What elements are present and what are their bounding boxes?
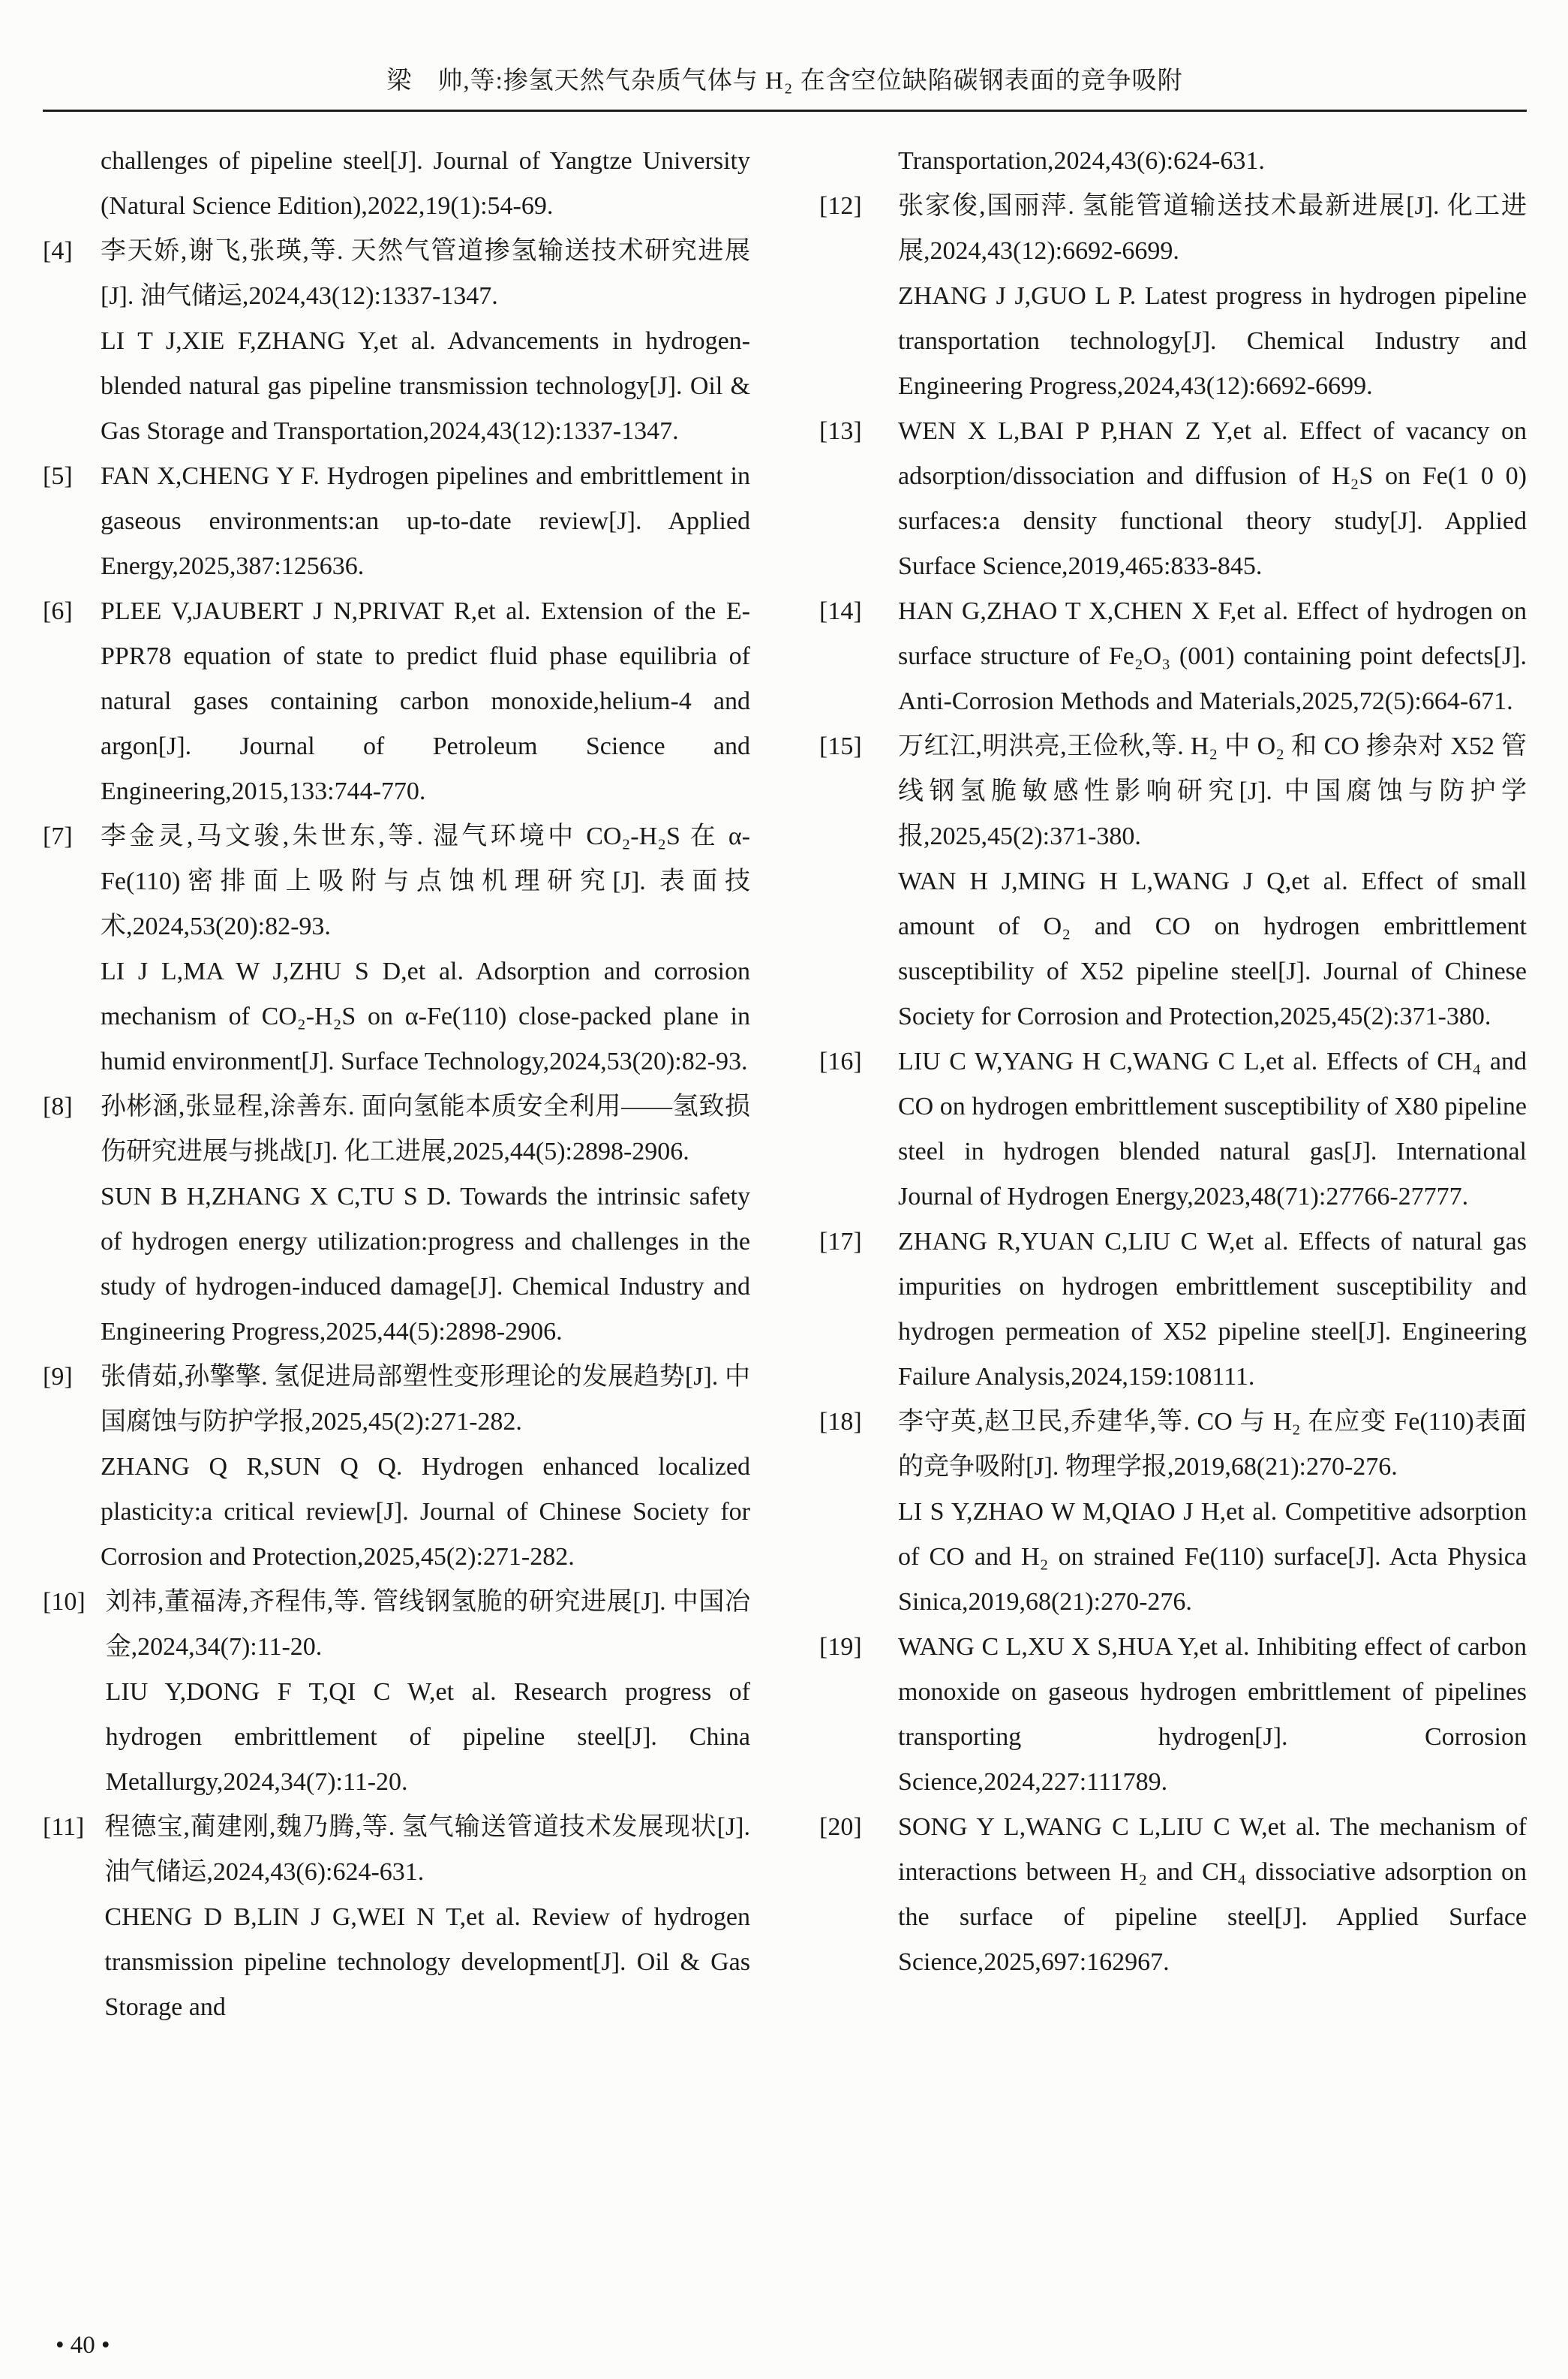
reference-columns [43,139,1527,2030]
page-footer [56,2332,110,2359]
reference-entry [43,1355,750,1580]
reference-text: 刘祎,董福涛,齐程伟,等. 管线钢氢脆的研究进展[J]. 中国冶金,2024,34(7):11-20. [105,1588,750,1661]
reference-label: [20] [819,1813,862,1841]
reference-label: [6] [43,597,73,625]
reference-body [104,1805,750,2030]
reference-body [898,1625,1527,1805]
reference-body [898,184,1527,409]
reference-text: LI T J,XIE F,ZHANG Y,et al. Advancements in hydrogen-blended natural gas pipeline transmission technology[J]. Oil & Gas Storage and Transportation,2024,43(12):1337-1347. [101,327,750,445]
reference-body [898,589,1527,724]
reference-entry [43,589,750,814]
reference-entry [43,1580,750,1805]
reference-text: 孙彬涵,张显程,涂善东. 面向氢能本质安全利用——氢致损伤研究进展与挑战[J]. 化工进展,2025,44(5):2898-2906. [101,1093,750,1165]
reference-entry [43,814,750,1084]
reference-entry [819,1625,1527,1805]
reference-entry [43,229,750,454]
reference-text: ZHANG J J,GUO L P. Latest progress in hydrogen pipeline transportation technology[J]. Chemical Industry and Engineering Progress,2024,43(12):6692-6699. [898,282,1527,400]
running-header-title: 梁 帅,等:掺氢天然气杂质气体与 H₂ 在含空位缺陷碳钢表面的竞争吸附 [386,68,1183,95]
reference-label: [15] [819,732,862,760]
reference-body [101,1355,750,1580]
reference-text: 张倩茹,孙擎擎. 氢促进局部塑性变形理论的发展趋势[J]. 中国腐蚀与防护学报,2025,45(2):271-282. [101,1363,750,1436]
reference-label: [17] [819,1228,862,1256]
reference-body [898,724,1527,1039]
reference-entry [43,1084,750,1355]
reference-entry [819,1805,1527,1985]
reference-text: PLEE V,JAUBERT J N,PRIVAT R,et al. Extension of the E-PPR78 equation of state to predict fluid phase equilibria of natural gases containing carbon monoxide,helium-4 and argon[J]. Journal of Petroleum Science and Engineering,2015,133:744-770. [101,597,750,805]
reference-text: 程德宝,蔺建刚,魏乃腾,等. 氢气输送管道技术发展现状[J]. 油气储运,2024,43(6):624-631. [104,1813,750,1886]
reference-body [898,409,1527,589]
references-right-column [819,139,1527,2030]
reference-entry [819,1220,1527,1400]
reference-text: LI J L,MA W J,ZHU S D,et al. Adsorption and corrosion mechanism of CO₂-H₂S on α-Fe(110) close-packed plane in humid environment[J]. Surface Technology,2024,53(20):82-93. [101,958,750,1075]
reference-label: [14] [819,597,862,625]
reference-body [898,1805,1527,1985]
header-rule [43,110,1527,112]
reference-label: [9] [43,1363,73,1391]
reference-entry [43,454,750,589]
reference-label: [12] [819,192,862,220]
reference-body [898,1400,1527,1625]
reference-text: FAN X,CHENG Y F. Hydrogen pipelines and embrittlement in gaseous environments:an up-to-date review[J]. Applied Energy,2025,387:125636. [101,462,750,580]
reference-text: 李金灵,马文骏,朱世东,等. 湿气环境中 CO₂-H₂S 在 α-Fe(110)密排面上吸附与点蚀机理研究[J]. 表面技术,2024,53(20):82-93. [101,823,750,940]
reference-text: SONG Y L,WANG C L,LIU C W,et al. The mechanism of interactions between H₂ and CH₄ dissociative adsorption on the surface of pipeline steel[J]. Applied Surface Science,2025,697:162967. [898,1813,1527,1976]
reference-continuation [819,139,1527,184]
reference-text: WANG C L,XU X S,HUA Y,et al. Inhibiting effect of carbon monoxide on gaseous hydrogen embrittlement of pipelines transporting hydrogen[J]. Corrosion Science,2024,227:111789. [898,1633,1527,1796]
reference-text: CHENG D B,LIN J G,WEI N T,et al. Review of hydrogen transmission pipeline technology development[J]. Oil & Gas Storage and [104,1903,750,2021]
reference-continuation [43,139,750,229]
reference-text: 万红江,明洪亮,王俭秋,等. H₂ 中 O₂ 和 CO 掺杂对 X52 管线钢氢脆敏感性影响研究[J]. 中国腐蚀与防护学报,2025,45(2):371-380. [898,732,1527,850]
reference-text: Transportation,2024,43(6):624-631. [898,147,1265,175]
reference-text: 张家俊,国丽萍. 氢能管道输送技术最新进展[J]. 化工进展,2024,43(12):6692-6699. [898,192,1527,265]
reference-body [101,139,750,229]
reference-text: HAN G,ZHAO T X,CHEN X F,et al. Effect of hydrogen on surface structure of Fe₂O₃ (001) containing point defects[J]. Anti-Corrosion Methods and Materials,2025,72(5):664-671. [898,597,1527,715]
page-number: • 40 • [56,2332,110,2359]
reference-text: challenges of pipeline steel[J]. Journal of Yangtze University (Natural Science Edition),2022,19(1):54-69. [101,147,750,220]
reference-label: [10] [43,1588,86,1616]
reference-body [106,1580,750,1805]
reference-label: [18] [819,1408,862,1436]
reference-entry [819,589,1527,724]
reference-text: WAN H J,MING H L,WANG J Q,et al. Effect of small amount of O₂ and CO on hydrogen embrittlement susceptibility of X52 pipeline steel[J]. Journal of Chinese Society for Corrosion and Protection,2025,45(2):371-380. [898,868,1527,1030]
reference-text: ZHANG Q R,SUN Q Q. Hydrogen enhanced localized plasticity:a critical review[J]. Journal of Chinese Society for Corrosion and Protection,2025,45(2):271-282. [101,1453,750,1571]
reference-label: [4] [43,237,73,265]
reference-entry [819,184,1527,409]
reference-body [898,1220,1527,1400]
reference-label: [7] [43,823,73,850]
references-left-column [43,139,750,2030]
reference-label: [13] [819,417,862,445]
reference-entry [43,1805,750,2030]
reference-label: [19] [819,1633,862,1661]
reference-label: [11] [43,1813,85,1841]
reference-label: [16] [819,1048,862,1075]
reference-entry [819,409,1527,589]
reference-body [101,814,750,1084]
reference-body [101,454,750,589]
reference-entry [819,1400,1527,1625]
running-header [43,66,1527,96]
reference-body [101,589,750,814]
reference-text: LI S Y,ZHAO W M,QIAO J H,et al. Competitive adsorption of CO and H₂ on strained Fe(110) surface[J]. Acta Physica Sinica,2019,68(21):270-276. [898,1498,1527,1616]
reference-text: SUN B H,ZHANG X C,TU S D. Towards the intrinsic safety of hydrogen energy utilization:progress and challenges in the study of hydrogen-induced damage[J]. Chemical Industry and Engineering Progress,2025,44(5):2898-2906. [101,1183,750,1346]
reference-label: [5] [43,462,73,490]
reference-text: ZHANG R,YUAN C,LIU C W,et al. Effects of natural gas impurities on hydrogen embrittlement susceptibility and hydrogen permeation of X52 pipeline steel[J]. Engineering Failure Analysis,2024,159:108111. [898,1228,1527,1391]
reference-body [101,229,750,454]
reference-text: 李守英,赵卫民,乔建华,等. CO 与 H₂ 在应变 Fe(110)表面的竞争吸附[J]. 物理学报,2019,68(21):270-276. [898,1408,1527,1481]
reference-entry [819,724,1527,1039]
reference-body [101,1084,750,1355]
reference-text: 李天娇,谢飞,张瑛,等. 天然气管道掺氢输送技术研究进展[J]. 油气储运,2024,43(12):1337-1347. [101,237,750,310]
reference-label: [8] [43,1093,73,1120]
reference-text: LIU Y,DONG F T,QI C W,et al. Research progress of hydrogen embrittlement of pipeline steel[J]. China Metallurgy,2024,34(7):11-20. [105,1678,750,1796]
reference-text: LIU C W,YANG H C,WANG C L,et al. Effects of CH₄ and CO on hydrogen embrittlement susceptibility of X80 pipeline steel in hydrogen blended natural gas[J]. International Journal of Hydrogen Energy,2023,48(71):27766-27777. [898,1048,1527,1211]
reference-body [898,139,1527,184]
reference-body [898,1039,1527,1220]
reference-text: WEN X L,BAI P P,HAN Z Y,et al. Effect of vacancy on adsorption/dissociation and diffusion of H₂S on Fe(1 0 0) surfaces:a density functional theory study[J]. Applied Surface Science,2019,465:833-845. [898,417,1527,580]
reference-entry [819,1039,1527,1220]
